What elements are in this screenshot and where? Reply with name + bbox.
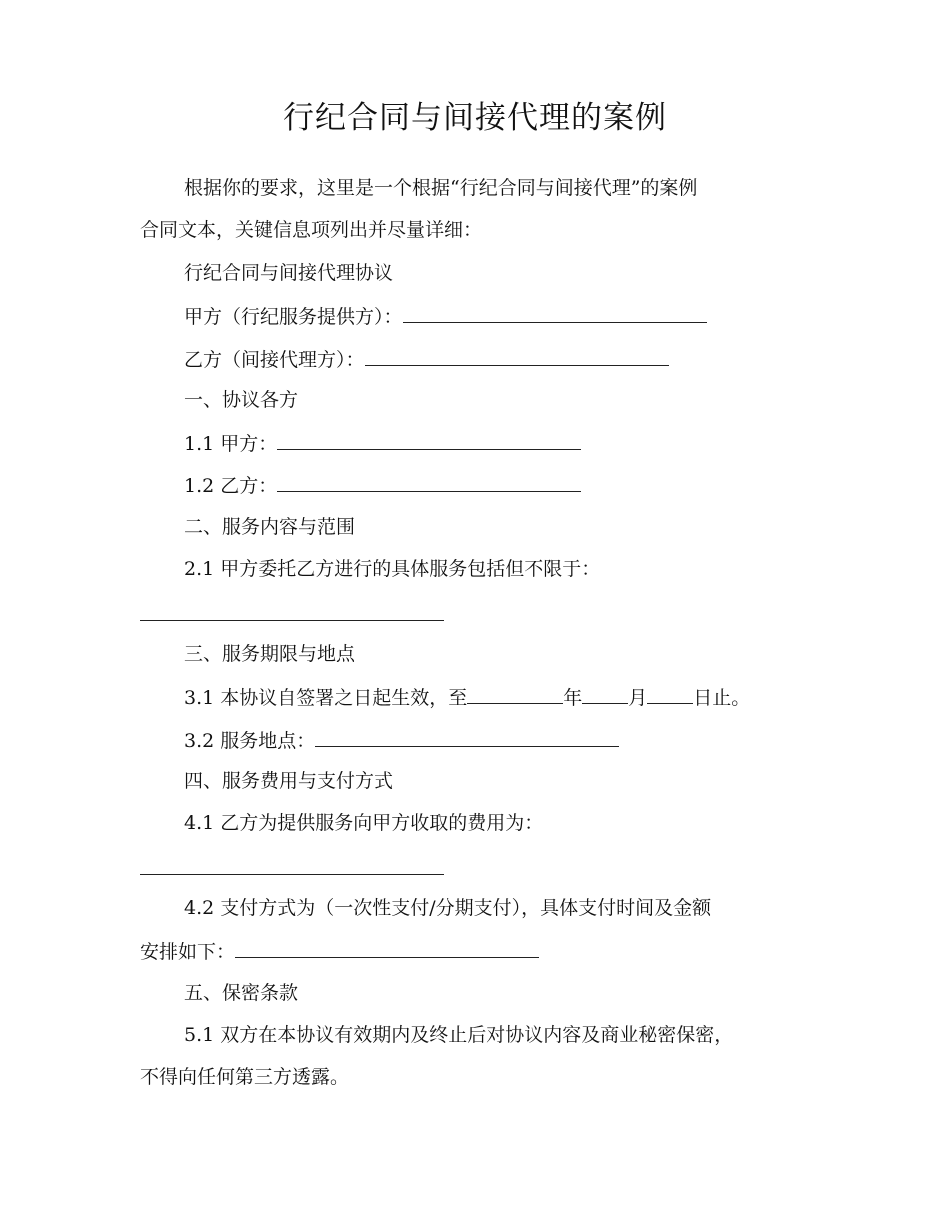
clause-3-1-suffix: 日止。 [693, 687, 751, 709]
party-b-line [184, 343, 669, 375]
section2-heading: 二、服务内容与范围 [184, 516, 356, 538]
clause-4-2-line2 [140, 935, 539, 967]
clause-1-2-label: 1.2 乙方： [184, 475, 278, 497]
section1-heading: 一、协议各方 [184, 389, 299, 411]
clause-3-2 [184, 724, 619, 756]
clause-4-1: 4.1 乙方为提供服务向甲方收取的费用为： [184, 812, 544, 834]
party-b-blank [365, 343, 669, 366]
section4-heading: 四、服务费用与支付方式 [184, 770, 394, 792]
document-title: 行纪合同与间接代理的案例 [283, 100, 667, 136]
clause-4-2-blank [235, 935, 539, 958]
clause-1-2-blank [277, 469, 581, 492]
clause-5-1-line1: 5.1 双方在本协议有效期内及终止后对协议内容及商业秘密保密， [184, 1024, 734, 1046]
clause-3-1-prefix: 3.1 本协议自签署之日起生效，至 [184, 687, 468, 709]
clause-3-1-year-blank [467, 681, 563, 704]
clause-3-1-month-label: 月 [628, 687, 648, 709]
clause-4-2-line1: 4.2 支付方式为（一次性支付/分期支付），具体支付时间及金额 [184, 897, 712, 919]
clause-4-1-blank [140, 874, 444, 875]
clause-3-2-blank [315, 724, 619, 747]
clause-2-1-blank [140, 620, 444, 621]
clause-1-1-blank [277, 427, 581, 450]
agreement-title: 行纪合同与间接代理协议 [184, 262, 394, 284]
clause-1-2 [184, 469, 581, 501]
clause-2-1: 2.1 甲方委托乙方进行的具体服务包括但不限于： [184, 558, 601, 580]
clause-3-1-day-blank [647, 681, 693, 704]
clause-3-1-month-blank [582, 681, 628, 704]
section3-heading: 三、服务期限与地点 [184, 643, 356, 665]
clause-1-1-label: 1.1 甲方： [184, 433, 278, 455]
intro-paragraph-line1: 根据你的要求，这里是一个根据“行纪合同与间接代理”的案例 [184, 177, 698, 199]
clause-4-2-label: 安排如下： [140, 941, 236, 963]
party-b-label: 乙方（间接代理方）： [184, 349, 365, 371]
party-a-label: 甲方（行纪服务提供方）： [184, 306, 403, 328]
section5-heading: 五、保密条款 [184, 982, 299, 1004]
clause-3-1 [184, 681, 750, 713]
clause-1-1 [184, 427, 581, 459]
clause-5-1-line2: 不得向任何第三方透露。 [140, 1066, 350, 1088]
intro-paragraph-line2: 合同文本，关键信息项列出并尽量详细： [140, 219, 483, 241]
clause-3-2-label: 3.2 服务地点： [184, 730, 316, 752]
party-a-line [184, 300, 707, 332]
party-a-blank [403, 300, 707, 323]
clause-3-1-year-label: 年 [563, 687, 583, 709]
